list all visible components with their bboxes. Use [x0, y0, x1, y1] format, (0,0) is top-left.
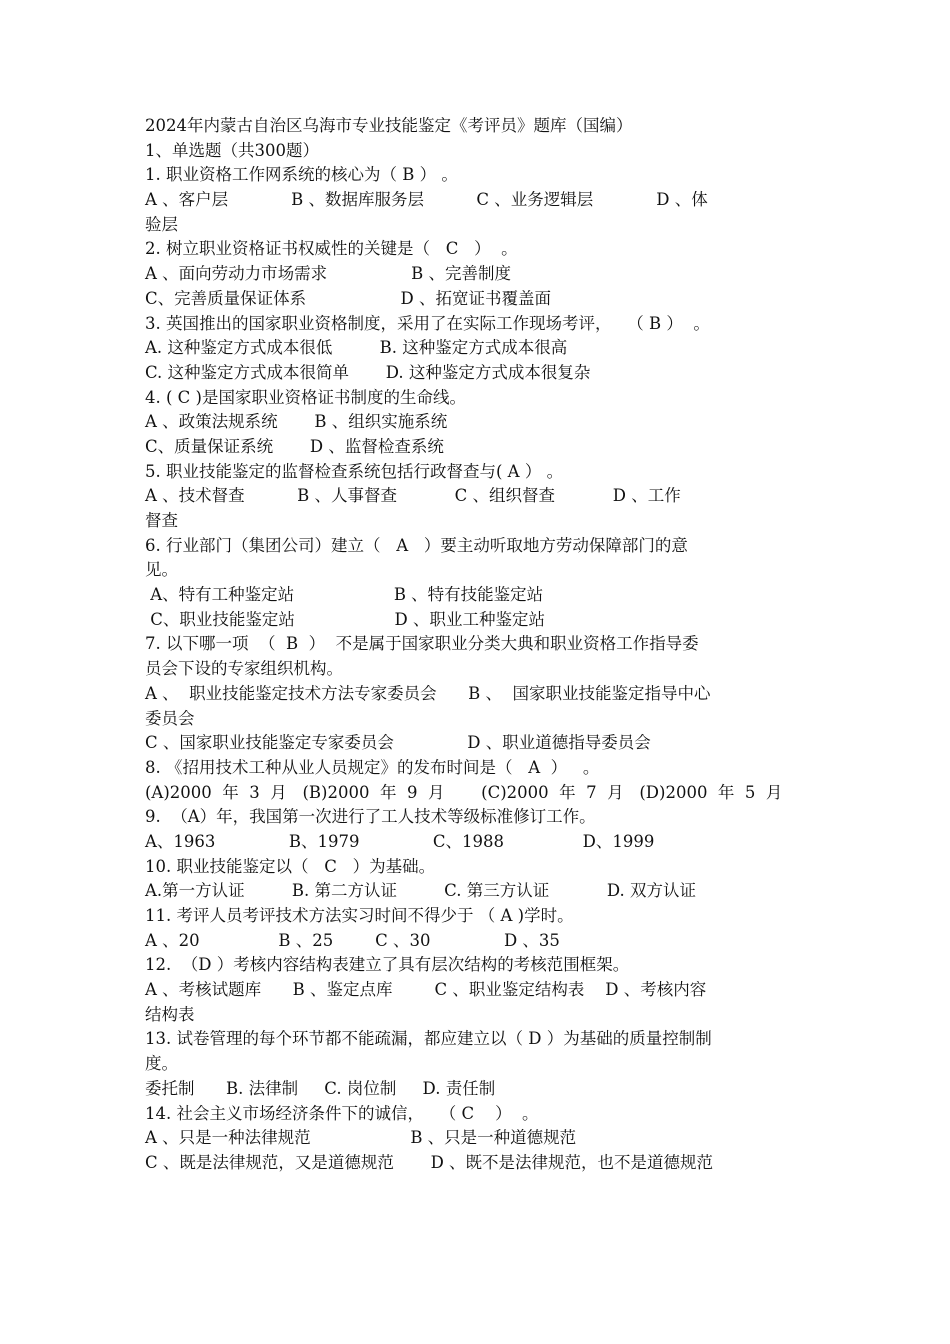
text-line: C 、既是法律规范，又是道德规范 D 、既不是法律规范，也不是道德规范	[145, 1152, 714, 1172]
text-line: A 、考核试题库 B 、鉴定点库 C 、职业鉴定结构表 D 、考核内容	[145, 980, 707, 1000]
text-line: 9. （A）年，我国第一次进行了工人技术等级标准修订工作。	[145, 807, 596, 827]
text-line: 6. 行业部门（集团公司）建立（ A ）要主动听取地方劳动保障部门的意	[145, 535, 688, 555]
text-line: C、完善质量保证体系 D 、拓宽证书覆盖面	[145, 288, 552, 308]
text-line: C. 这种鉴定方式成本很简单 D. 这种鉴定方式成本很复杂	[145, 362, 591, 382]
text-line: (A)2000 年 3 月 (B)2000 年 9 月 (C)2000 年 7 月 (D)2000 年 5 月	[145, 782, 783, 802]
text-line: 1. 职业资格工作网系统的核心为（ B ） 。	[145, 165, 458, 185]
text-line: A. 这种鉴定方式成本很低 B. 这种鉴定方式成本很高	[145, 338, 568, 358]
text-line: 委员会	[145, 708, 195, 728]
text-line: C 、国家职业技能鉴定专家委员会 D 、职业道德指导委员会	[145, 733, 651, 753]
text-line: A 、只是一种法律规范 B 、只是一种道德规范	[145, 1128, 577, 1148]
text-line: A、特有工种鉴定站 B 、特有技能鉴定站	[145, 585, 544, 605]
text-line: 度。	[145, 1054, 178, 1074]
text-line: 验层	[145, 214, 178, 234]
text-line: A、1963 B、1979 C、1988 D、1999	[145, 831, 655, 851]
text-line: 5. 职业技能鉴定的监督检查系统包括行政督查与( A ） 。	[145, 461, 564, 481]
text-line: 4. ( C )是国家职业资格证书制度的生命线。	[145, 387, 466, 407]
text-line: 14. 社会主义市场经济条件下的诚信， （ C ） 。	[145, 1103, 539, 1123]
text-line: 13. 试卷管理的每个环节都不能疏漏，都应建立以（ D ）为基础的质量控制制	[145, 1029, 712, 1049]
text-line: A 、面向劳动力市场需求 B 、完善制度	[145, 264, 511, 284]
text-line: 见。	[145, 560, 178, 580]
section-heading: 1、单选题（共300题）	[145, 140, 319, 160]
text-line: 11. 考评人员考评技术方法实习时间不得少于 （ A )学时。	[145, 906, 574, 925]
text-line: C、职业技能鉴定站 D 、职业工种鉴定站	[145, 609, 545, 629]
text-line: 委托制 B. 法律制 C. 岗位制 D. 责任制	[145, 1078, 496, 1098]
text-line: 结构表	[145, 1004, 195, 1024]
document-page	[145, 114, 815, 1176]
text-line: 督查	[145, 511, 178, 530]
text-line: 7. 以下哪一项 （ B ） 不是属于国家职业分类大典和职业资格工作指导委	[145, 634, 699, 654]
text-line: A.第一方认证 B. 第二方认证 C. 第三方认证 D. 双方认证	[145, 881, 697, 901]
text-line: A 、20 B 、25 C 、30 D 、35	[145, 930, 560, 950]
text-line: A 、政策法规系统 B 、组织实施系统	[145, 412, 448, 432]
text-line: A 、客户层 B 、数据库服务层 C 、业务逻辑层 D 、体	[145, 190, 708, 210]
text-line: C、质量保证系统 D 、监督检查系统	[145, 436, 444, 456]
document-title: 2024年内蒙古自治区乌海市专业技能鉴定《考评员》题库（国编）	[145, 116, 633, 135]
text-line: A 、 职业技能鉴定技术方法专家委员会 B 、 国家职业技能鉴定指导中心	[145, 683, 711, 703]
text-line: 员会下设的专家组织机构。	[145, 659, 343, 679]
text-line: 12. （D ）考核内容结构表建立了具有层次结构的考核范围框架。	[145, 955, 630, 975]
text-line: 2. 树立职业资格证书权威性的关键是（ C ） 。	[145, 239, 518, 259]
text-line: 3. 英国推出的国家职业资格制度，采用了在实际工作现场考评， （ B ） 。	[145, 313, 710, 333]
text-line: 10. 职业技能鉴定以（ C ）为基础。	[145, 856, 436, 876]
text-line: A 、技术督查 B 、人事督查 C 、组织督查 D 、工作	[145, 486, 681, 506]
text-line: 8. 《招用技术工种从业人员规定》的发布时间是（ A ） 。	[145, 757, 600, 777]
question-list	[145, 163, 815, 1175]
